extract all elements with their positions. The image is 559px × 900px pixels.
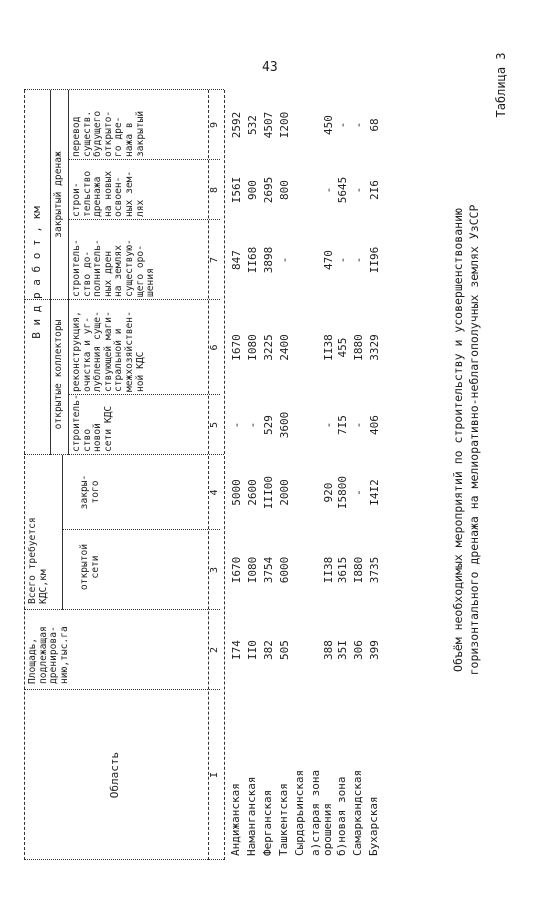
row-region-name (352, 690, 364, 856)
header-area-line: дренирова- (48, 626, 60, 684)
cell-open: I880 (352, 556, 365, 584)
cell-c8: 900 (246, 180, 259, 200)
header-col7-line: полнитель- (92, 239, 104, 297)
row-region-name-line: б)новая зона (335, 776, 348, 856)
row-region-name (246, 690, 258, 856)
cell-c9: 68 (368, 118, 381, 132)
header-col9-line: го дре- (113, 116, 125, 157)
row-region-name-line: Сырдарьинская (293, 769, 306, 856)
page-number: 43 (262, 60, 278, 75)
cell-c8: I56I (230, 176, 243, 204)
header-col9-line: существ. (81, 110, 93, 157)
cell-c5: - (322, 421, 335, 429)
cell-c7: 847 (230, 250, 243, 270)
header-area-line: Площадь, (27, 637, 38, 684)
header-area-line: подлежащая (37, 626, 49, 684)
cell-c7: II68 (246, 246, 259, 274)
cell-c6: I080 (246, 334, 259, 361)
header-closed (80, 462, 101, 522)
cell-c8: 800 (278, 180, 291, 200)
cell-closed: - (352, 489, 365, 496)
table-top-rule (24, 90, 25, 860)
cell-open: I080 (246, 556, 259, 584)
header-col9 (72, 90, 146, 157)
cell-c5: - (352, 421, 365, 429)
cell-closed: III00 (262, 475, 275, 510)
cell-c6: II38 (322, 334, 335, 361)
cell-c7: 3898 (262, 246, 275, 274)
subgroup-rule (68, 90, 69, 455)
header-col5 (72, 395, 114, 452)
row-region-name-line: Ферганская (261, 789, 274, 856)
header-open-net-line: сети (89, 555, 101, 579)
cell-area: II0 (246, 640, 259, 660)
cell-c5: 529 (262, 415, 275, 435)
row-region-name-line: орошения (321, 803, 334, 856)
header-col5-line: строитель- (71, 394, 82, 452)
header-col8-line: освоен- (113, 176, 125, 217)
rotated-page-content (20, 20, 540, 880)
cell-c7: - (278, 256, 291, 264)
header-col6-line: лубления суще- (92, 311, 104, 392)
header-open-net (80, 532, 101, 602)
cell-c6: I670 (230, 334, 243, 361)
header-col8-line: лях (134, 199, 146, 217)
cell-c5: - (246, 421, 259, 429)
cell-c8: 2I6 (368, 180, 381, 200)
header-col9-line: нажа в (123, 122, 135, 157)
cell-area: 505 (278, 640, 291, 660)
header-total-kds-line: Всего требуется (27, 517, 38, 604)
cell-c8: 5645 (336, 176, 349, 204)
cell-c8: - (352, 186, 365, 194)
cell-open: I670 (230, 556, 243, 584)
header-col7-line: ных дрен (102, 250, 114, 297)
table-left-edge (24, 859, 224, 860)
cell-c8: 2695 (262, 176, 275, 204)
column-number: I (209, 771, 220, 779)
column-separator-2 (24, 609, 220, 610)
row-region-name (368, 690, 380, 856)
cell-area: 35I (336, 640, 349, 660)
header-col9-line: открыто- (102, 110, 114, 157)
header-col5-line: ство новой (81, 423, 104, 452)
table-label: Таблица 3 (494, 52, 508, 118)
row-region-name (294, 690, 306, 856)
header-col6-line: стральной и (113, 328, 125, 392)
column-number: 9 (209, 121, 220, 129)
header-region: Область (108, 751, 121, 799)
header-col8-line: на новых (102, 170, 114, 217)
cell-c5: 3600 (278, 411, 291, 439)
column-number: 3 (209, 566, 220, 574)
header-area (28, 612, 70, 684)
column-number: 5 (209, 421, 220, 429)
column-separator-3 (62, 529, 220, 530)
row-region-name (336, 690, 348, 856)
cell-area: I74 (230, 640, 243, 660)
header-total-kds-line: КДС,км (37, 569, 49, 604)
row-region-name-line: Бухарская (367, 796, 380, 856)
column-number: 6 (209, 344, 220, 351)
header-col7-line: существую- (123, 239, 135, 297)
header-col7 (72, 220, 157, 297)
header-col7-line: на землях (113, 245, 125, 297)
header-closed-line: того (89, 480, 101, 504)
cell-c7: - (336, 256, 349, 264)
column-number: 7 (209, 256, 220, 264)
row-region-name-line: Ташкентская (277, 783, 290, 856)
cell-open: 6000 (278, 556, 291, 584)
cell-closed: 2000 (278, 479, 291, 506)
cell-c9: - (336, 121, 349, 129)
cell-area: 388 (322, 640, 335, 660)
cell-c7: II96 (368, 246, 381, 274)
header-col6-line: ствующей маги- (102, 311, 114, 392)
header-col9-line: будущего (92, 110, 104, 157)
work-type-left-edge (24, 454, 224, 455)
cell-open: 3754 (262, 556, 275, 584)
header-col6 (72, 300, 146, 392)
cell-c9: 532 (246, 115, 259, 135)
header-total-kds (28, 464, 49, 604)
cell-closed: 5000 (230, 479, 243, 506)
cell-open: 3615 (336, 556, 349, 584)
header-col7-line: строитель- (71, 239, 82, 297)
row-region-name (310, 690, 334, 856)
header-col7-line: шения (145, 268, 157, 297)
cell-area: 306 (352, 640, 365, 660)
header-col6-line: межхозяйствен- (123, 311, 135, 392)
header-col6-line: реконструкция, (71, 311, 82, 392)
cell-c6: I880 (352, 334, 365, 361)
header-col8-line: ных зем- (123, 170, 135, 217)
cell-c6: 3225 (262, 334, 275, 361)
column-number: 2 (209, 646, 220, 654)
header-col9-line: закрытый (134, 110, 146, 157)
row-region-name-line: а)старая зона (309, 769, 322, 856)
work-type-rule (50, 90, 51, 455)
cell-c5: 406 (368, 415, 381, 435)
header-col6-line: ной КДС (134, 351, 146, 392)
cell-closed: 2600 (246, 479, 259, 506)
cell-closed: I5800 (336, 475, 349, 510)
header-open-net-line: открытой (79, 543, 90, 591)
cell-c6: 455 (336, 337, 349, 358)
cell-c9: I200 (278, 111, 291, 139)
column-separator-1 (24, 689, 220, 690)
header-col9-line: перевод (71, 116, 82, 157)
cell-open: II38 (322, 556, 335, 584)
cell-c6: 3329 (368, 334, 381, 361)
cell-c9: 2592 (230, 111, 243, 139)
caption-line-1: Объём необходимых мероприятий по строительству и усовершенствованию (451, 208, 465, 672)
cell-c7: - (352, 256, 365, 264)
cell-c5: 7I5 (336, 415, 349, 435)
cell-closed: I4I2 (368, 479, 381, 506)
cell-c7: 470 (322, 250, 335, 270)
cell-c9: 4507 (262, 111, 275, 139)
header-col8-line: строи- (71, 182, 82, 217)
header-closed-line: закры- (79, 474, 90, 510)
cell-c5: - (230, 421, 243, 429)
cell-open: 3735 (368, 556, 381, 584)
header-closed-drain: закрытый дренаж (53, 151, 64, 238)
cell-closed: 920 (322, 482, 335, 503)
cell-c8: - (322, 186, 335, 194)
header-col8-line: дренажа (92, 176, 104, 217)
header-col7-line: ство до- (81, 250, 93, 297)
row-region-name-line: Самаркандская (351, 769, 364, 856)
header-col6-line: очистка и уг- (81, 316, 93, 392)
column-number-rule (224, 90, 225, 860)
table-caption (450, 40, 482, 840)
row-region-name (262, 690, 274, 856)
cell-area: 382 (262, 640, 275, 660)
row-region-name-line: Наманганская (245, 776, 258, 856)
row-region-name-line: Андижанская (229, 783, 242, 856)
row-region-name (278, 690, 290, 856)
column-number: 8 (209, 186, 220, 194)
header-col8-line: тельство (81, 170, 93, 217)
column-number: 4 (209, 489, 220, 496)
cell-c6: 2400 (278, 334, 291, 361)
row-region-name (230, 690, 242, 856)
header-open-collectors: открытые коллекторы (53, 319, 64, 430)
header-col8 (72, 160, 146, 217)
header-area-line: нию,тыс.га (58, 626, 70, 684)
header-col7-line: щего оро- (134, 245, 146, 297)
cell-c9: - (352, 121, 365, 129)
caption-line-2: горизонтального дренажа на мелиоративно-неблагополучных землях УзССР (467, 204, 481, 676)
cell-c9: 450 (322, 115, 335, 135)
header-work-type: В и д р а б о т , км (30, 206, 43, 339)
header-col5-line: сети КДС (102, 405, 114, 452)
cell-area: 399 (368, 640, 381, 660)
total-kds-rule (62, 455, 63, 610)
